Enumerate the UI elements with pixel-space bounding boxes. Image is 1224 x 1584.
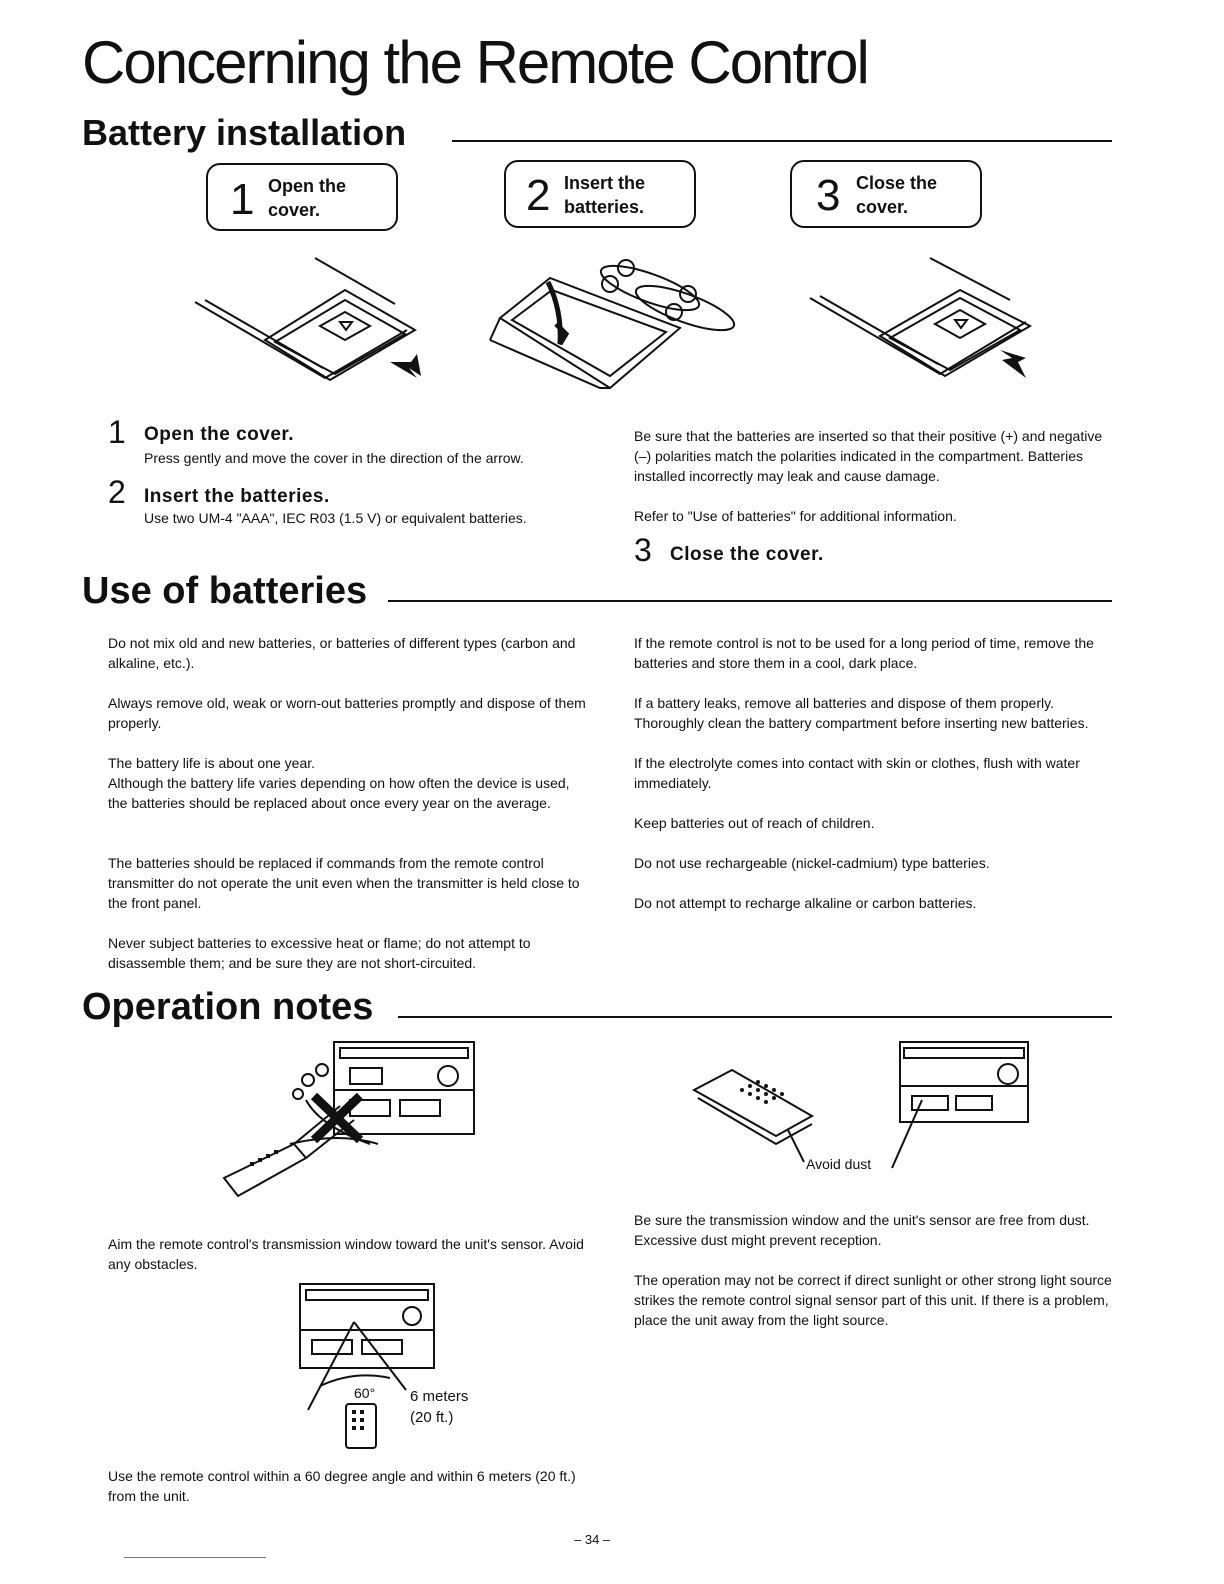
step-box-label-line1: Insert the — [564, 173, 646, 193]
battery-tip: Do not attempt to recharge alkaline or carbon batteries. — [634, 895, 977, 911]
section-divider — [398, 1016, 1112, 1018]
battery-tip: Keep batteries out of reach of children. — [634, 815, 875, 831]
sunlight-note: The operation may not be correct if direct sunlight or other strong light source strikes the remote control signal sensor part of this unit. If there is a problem, place the unit away from the light source. — [634, 1272, 1112, 1328]
dust-note: Be sure the transmission window and the unit's sensor are free from dust. Excessive dust might prevent reception. — [634, 1212, 1090, 1248]
angle-label: 60° — [354, 1385, 376, 1401]
battery-tip: If a battery leaks, remove all batteries and dispose of them properly. — [634, 695, 1054, 711]
step-box-label-line2: cover. — [268, 200, 321, 220]
avoid-dust-label: Avoid dust — [806, 1156, 872, 1172]
step-title: Close the cover. — [670, 544, 824, 565]
step-text: Use two UM-4 "AAA", IEC R03 (1.5 V) or equivalent batteries. — [144, 510, 527, 526]
battery-installation-heading: Battery installation — [82, 112, 407, 153]
aim-instruction: Aim the remote control's transmission window toward the unit's sensor. Avoid any obstacles. — [108, 1236, 584, 1272]
remote-close-cover-illustration — [800, 250, 1040, 400]
step-number: 1 — [108, 414, 126, 450]
battery-tip: If the remote control is not to be used for a long period of time, remove the batteries and store them in a cool, dark place. — [634, 635, 1094, 671]
operation-notes-heading: Operation notes — [82, 986, 374, 1028]
refer-note: Refer to "Use of batteries" for additional information. — [634, 508, 957, 524]
page-title: Concerning the Remote Control — [82, 29, 868, 96]
arrow-icon — [390, 354, 421, 378]
step-box-2 — [504, 160, 696, 228]
step-box-label-line1: Open the — [268, 176, 347, 196]
step-title: Open the cover. — [144, 424, 295, 445]
arrow-icon — [1000, 350, 1026, 378]
battery-tip: Do not mix old and new batteries, or batteries of different types (carbon and alkaline, etc.). — [108, 635, 576, 671]
step-box-number: 2 — [526, 171, 551, 220]
battery-tip: Do not use rechargeable (nickel-cadmium) type batteries. — [634, 855, 990, 871]
remote-open-cover-illustration — [195, 250, 435, 400]
step-box-1 — [206, 163, 398, 231]
step-number: 2 — [108, 474, 126, 510]
step-box-3 — [790, 160, 982, 228]
range-diagram — [296, 1282, 446, 1452]
battery-tip: The batteries should be replaced if commands from the remote control transmitter do not operate the unit even when the transmitter is held close to the front panel. — [108, 855, 580, 911]
battery-insert-illustration — [490, 248, 730, 398]
use-of-batteries-heading: Use of batteries — [82, 570, 368, 612]
battery-tip: The battery life is about one year. — [108, 755, 316, 771]
page-number: – 34 – — [574, 1532, 611, 1547]
battery-tip: If the electrolyte comes into contact with skin or clothes, flush with water immediately. — [634, 755, 1080, 791]
range-instruction: Use the remote control within a 60 degree angle and within 6 meters (20 ft.) from the unit. — [108, 1468, 576, 1504]
step-box-label-line2: cover. — [856, 197, 909, 217]
section-divider — [452, 140, 1112, 142]
step-text: Press gently and move the cover in the direction of the arrow. — [144, 450, 524, 466]
obstacle-illustration — [210, 1040, 480, 1200]
polarity-note: Be sure that the batteries are inserted so that their positive (+) and negative (–) polarities match the polarities indicated in the compartment. Batteries installed incorrectly may leak and cause damage. — [634, 428, 1103, 484]
step-box-number: 3 — [816, 171, 841, 220]
step-box-number: 1 — [230, 175, 255, 224]
battery-tip: Always remove old, weak or worn-out batteries promptly and dispose of them properly. — [108, 695, 586, 731]
battery-tip: Thoroughly clean the battery compartment before inserting new batteries. — [634, 715, 1089, 731]
footer-line — [124, 1557, 266, 1558]
step-title: Insert the batteries. — [144, 486, 330, 507]
distance-label-meters: 6 meters — [410, 1388, 469, 1405]
distance-label-feet: (20 ft.) — [410, 1409, 454, 1426]
battery-tip: Never subject batteries to excessive heat or flame; do not attempt to disassemble them; and be sure they are not short-circuited. — [108, 935, 531, 971]
step-box-label-line2: batteries. — [564, 197, 645, 217]
battery-tip: Although the battery life varies depending on how often the device is used, the batteries should be replaced about once every year on the average. — [108, 775, 570, 811]
step-number: 3 — [634, 532, 652, 568]
step-box-label-line1: Close the — [856, 173, 938, 193]
section-divider — [388, 600, 1112, 602]
